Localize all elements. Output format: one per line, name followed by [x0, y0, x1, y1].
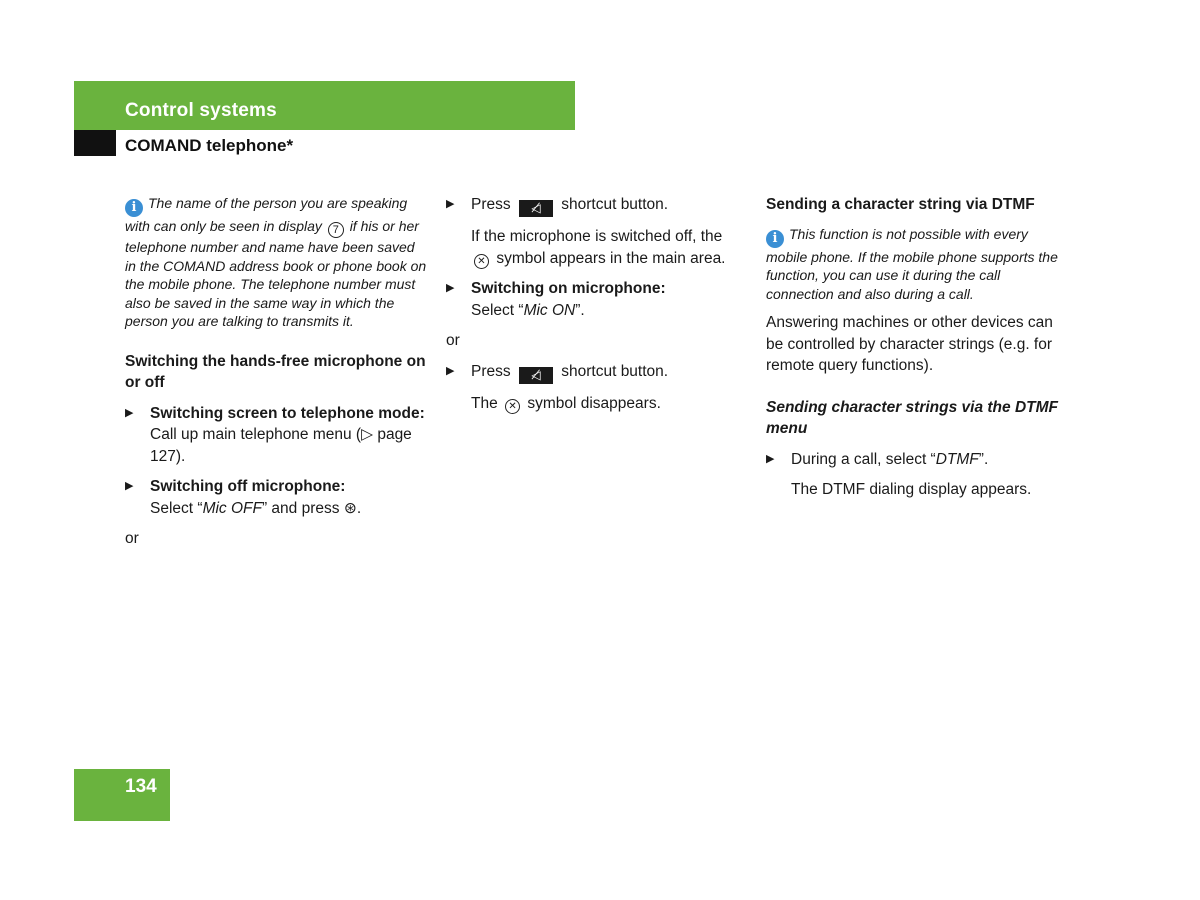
section-title: Control systems [125, 100, 277, 121]
info-icon: i [125, 199, 143, 217]
mute-key-icon: ◁̸ [519, 367, 553, 384]
or-text: or [446, 332, 460, 349]
column-3 [766, 194, 1066, 501]
display-number-icon: 7 [328, 222, 344, 238]
column-2 [446, 194, 746, 414]
section-header-bar [74, 81, 575, 130]
step-item: ▶ Switching off microphone: Select “Mic OFF” and press ⊛. [125, 476, 427, 519]
page-number-box [74, 769, 170, 821]
step-item: ▶ Switching on microphone: Select “Mic ON”. [446, 278, 746, 321]
info-icon: i [766, 230, 784, 248]
step-item: ▶ Press ◁̸ shortcut button. [446, 361, 746, 384]
result-text: The ✕ symbol disappears. [471, 394, 661, 412]
mic-off-symbol-icon: ✕ [505, 399, 520, 414]
info-note: i This function is not possible with every mobile phone. If the mobile phone supports the function, you can use it during the call connection and also during a call. [766, 225, 1058, 302]
body-paragraph: Answering machines or other devices can be controlled by character strings (e.g. for remote query functions). [766, 314, 1053, 375]
section-heading: Sending a character string via DTMF [766, 196, 1035, 213]
or-text: or [125, 530, 139, 548]
step-item: ▶ During a call, select “DTMF”. [766, 449, 1066, 471]
step-item: ▶ Switching screen to telephone mode: Call up main telephone menu (▷ page 127). [125, 403, 427, 468]
page-number: 134 [125, 776, 157, 797]
mic-off-symbol-icon: ✕ [474, 254, 489, 269]
knob-press-icon: ⊛ [343, 499, 357, 517]
column-1 [125, 194, 427, 550]
subsection-title: COMAND telephone* [125, 136, 294, 155]
section-heading: Switching the hands-free microphone on or off [125, 352, 426, 392]
step-item: ▶ Press ◁̸ shortcut button. [446, 194, 746, 217]
mute-key-icon: ◁̸ [519, 200, 553, 217]
subsection-marker [74, 130, 116, 156]
info-note: i The name of the person you are speaking with can only be seen in display 7 if his or her telephone number and name have been saved in the COMAND address book or phone book on the mobile phone. The telephone number must also be saved in the same way in which the person you are talking to transmits it. [125, 195, 427, 330]
result-text: The DTMF dialing display appears. [791, 481, 1032, 499]
subsection-heading: Sending character strings via the DTMF menu [766, 398, 1058, 438]
result-text: If the microphone is switched off, the ✕ symbol appears in the main area. [471, 228, 726, 267]
